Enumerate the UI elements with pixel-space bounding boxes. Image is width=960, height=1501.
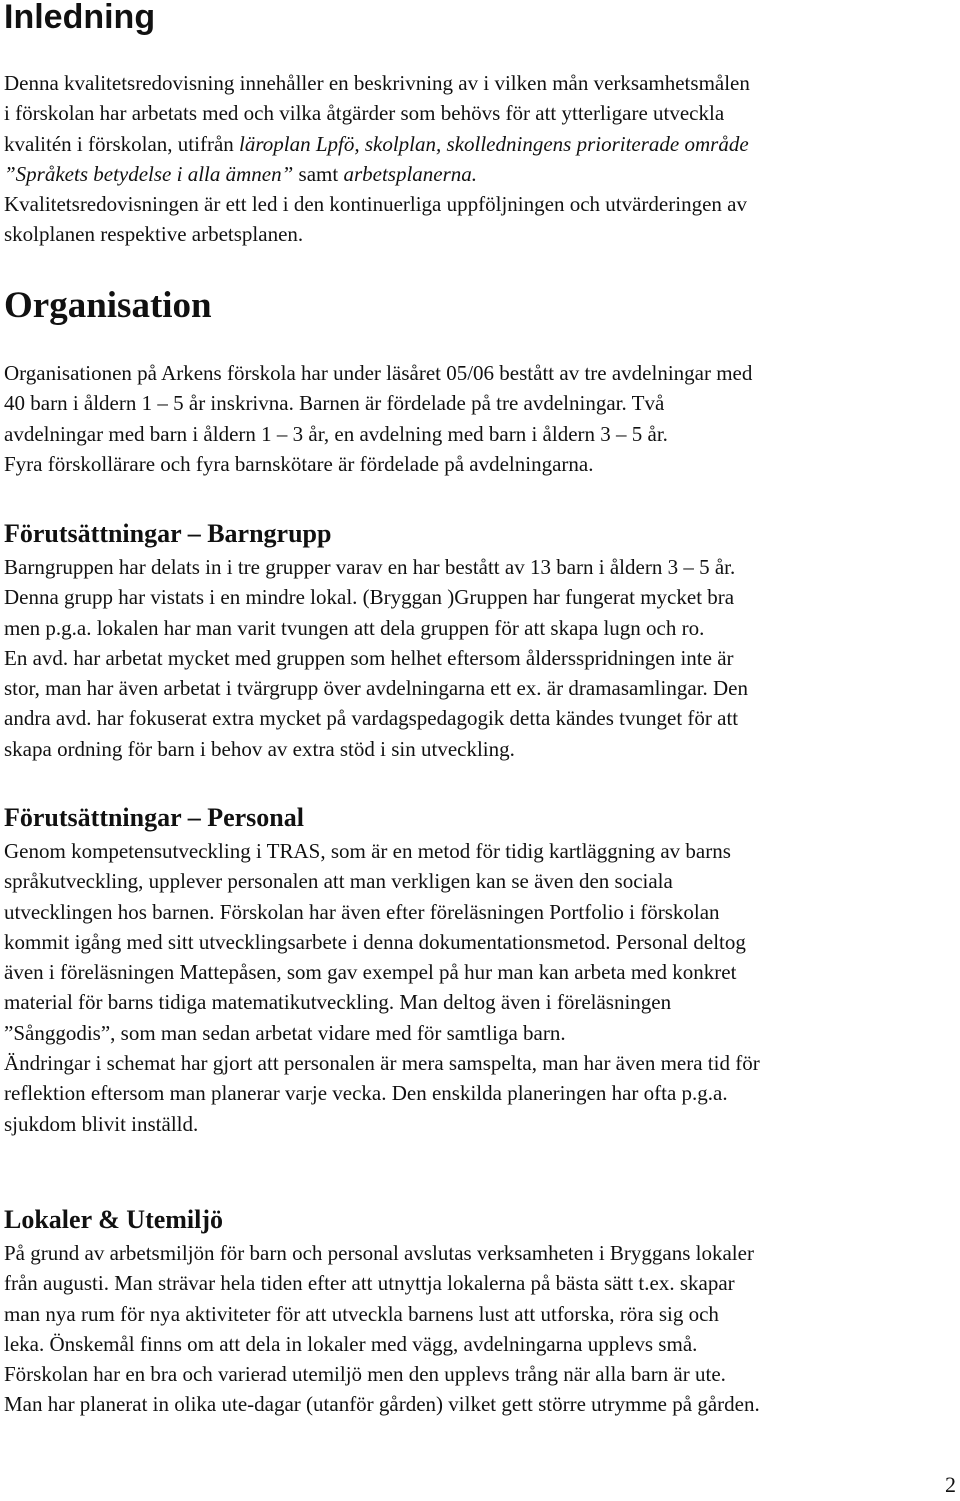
text-line: ”Sånggodis”, som man sedan arbetat vidare med för samtliga barn. [4, 1020, 566, 1045]
text-segment: Denna kvalitetsredovisning innehåller en beskrivning av i vilken mån verksamhetsmålen [4, 71, 750, 95]
text-line: Organisationen på Arkens förskola har under läsåret 05/06 bestått av tre avdelningar med [4, 361, 753, 385]
text-line: skapa ordning för barn i behov av extra stöd i sin utveckling. [4, 736, 515, 761]
paragraph-barngrupp [4, 552, 956, 764]
text-line: En avd. har arbetat mycket med gruppen som helhet eftersom åldersspridningen inte är [4, 645, 734, 670]
text-line: utvecklingen hos barnen. Förskolan har även efter föreläsningen Portfolio i förskolan [4, 899, 720, 924]
heading-inledning: Inledning [4, 0, 156, 36]
text-line: Denna grupp har vistats i en mindre lokal. (Bryggan )Gruppen har fungerat mycket bra [4, 585, 735, 610]
heading-personal: Förutsättningar – Personal [4, 803, 304, 832]
text-line: Ändringar i schemat har gjort att personalen är mera samspelta, man har även mera tid för [4, 1051, 760, 1076]
paragraph-lokaler [4, 1238, 956, 1420]
text-line [4, 159, 956, 189]
paragraph-inledning [4, 68, 956, 250]
text-line: språkutveckling, upplever personalen att man verkligen kan se även den sociala [4, 869, 673, 894]
text-line: Genom kompetensutveckling i TRAS, som är en metod för tidig kartläggning av barns [4, 839, 731, 863]
paragraph-organisation [4, 358, 956, 479]
page-number: 2 [945, 1472, 956, 1497]
text-line: man nya rum för nya aktiviteter för att utveckla barnens lust att utforska, röra sig och [4, 1301, 719, 1326]
text-line: från augusti. Man strävar hela tiden efter att utnyttja lokalerna på bästa sätt t.ex. skapar [4, 1271, 735, 1296]
text-line: reflektion eftersom man planerar varje vecka. Den enskilda planeringen har ofta p.g.a. [4, 1081, 728, 1106]
paragraph-personal [4, 836, 956, 1139]
text-line [4, 129, 956, 159]
text-line: 40 barn i åldern 1 – 5 år inskrivna. Barnen är fördelade på tre avdelningar. Två [4, 391, 665, 416]
text-line: leka. Önskemål finns om att dela in lokaler med vägg, avdelningarna upplevs små. [4, 1331, 698, 1356]
text-line [4, 189, 956, 219]
heading-barngrupp: Förutsättningar – Barngrupp [4, 519, 332, 548]
text-line: sjukdom blivit inställd. [4, 1111, 199, 1136]
text-line: Man har planerat in olika ute-dagar (utanför gården) vilket gett större utrymme på gården. [4, 1392, 760, 1417]
text-line [4, 98, 956, 128]
italic-text: läroplan Lpfö, skolplan, skolledningens prioriterade område [239, 131, 749, 156]
text-segment: kvalitén i förskolan, utifrån [4, 131, 240, 156]
text-line: stor, man har även arbetat i tvärgrupp över avdelningarna ett ex. är dramasamlingar. Den [4, 676, 748, 701]
text-segment: samt [293, 161, 344, 186]
text-line: avdelningar med barn i åldern 1 – 3 år, en avdelning med barn i åldern 3 – 5 år. [4, 421, 668, 446]
text-segment: skolplanen respektive arbetsplanen. [4, 222, 304, 247]
text-segment: Kvalitetsredovisningen är ett led i den kontinuerliga uppföljningen och utvärderingen av [4, 192, 747, 217]
text-line: På grund av arbetsmiljön för barn och personal avslutas verksamheten i Bryggans lokaler [4, 1241, 754, 1265]
text-segment: i förskolan har arbetats med och vilka åtgärder som behövs för att ytterligare utveckla [4, 101, 725, 126]
text-line: men p.g.a. lokalen har man varit tvungen att dela gruppen för att skapa lugn och ro. [4, 615, 705, 640]
text-line: Förskolan har en bra och varierad utemiljö men den upplevs trång när alla barn är ute. [4, 1362, 726, 1387]
italic-text: arbetsplanerna. [343, 161, 478, 186]
text-line: andra avd. har fokuserat extra mycket på vardagspedagogik detta kändes tvunget för att [4, 706, 739, 731]
heading-organisation: Organisation [4, 285, 212, 326]
text-line [4, 219, 956, 249]
heading-lokaler: Lokaler & Utemiljö [4, 1205, 224, 1234]
italic-text: ”Språkets betydelse i alla ämnen” [4, 161, 294, 186]
text-line: material för barns tidiga matematikutveckling. Man deltog även i föreläsningen [4, 990, 672, 1015]
text-line: Barngruppen har delats in i tre grupper varav en har bestått av 13 barn i åldern 3 – 5 år. [4, 555, 736, 579]
text-line [4, 68, 956, 98]
text-line: även i föreläsningen Mattepåsen, som gav exempel på hur man kan arbeta med konkret [4, 960, 737, 985]
text-line: kommit igång med sitt utvecklingsarbete i denna dokumentationsmetod. Personal deltog [4, 929, 746, 954]
text-line: Fyra förskollärare och fyra barnskötare är fördelade på avdelningarna. [4, 451, 594, 476]
